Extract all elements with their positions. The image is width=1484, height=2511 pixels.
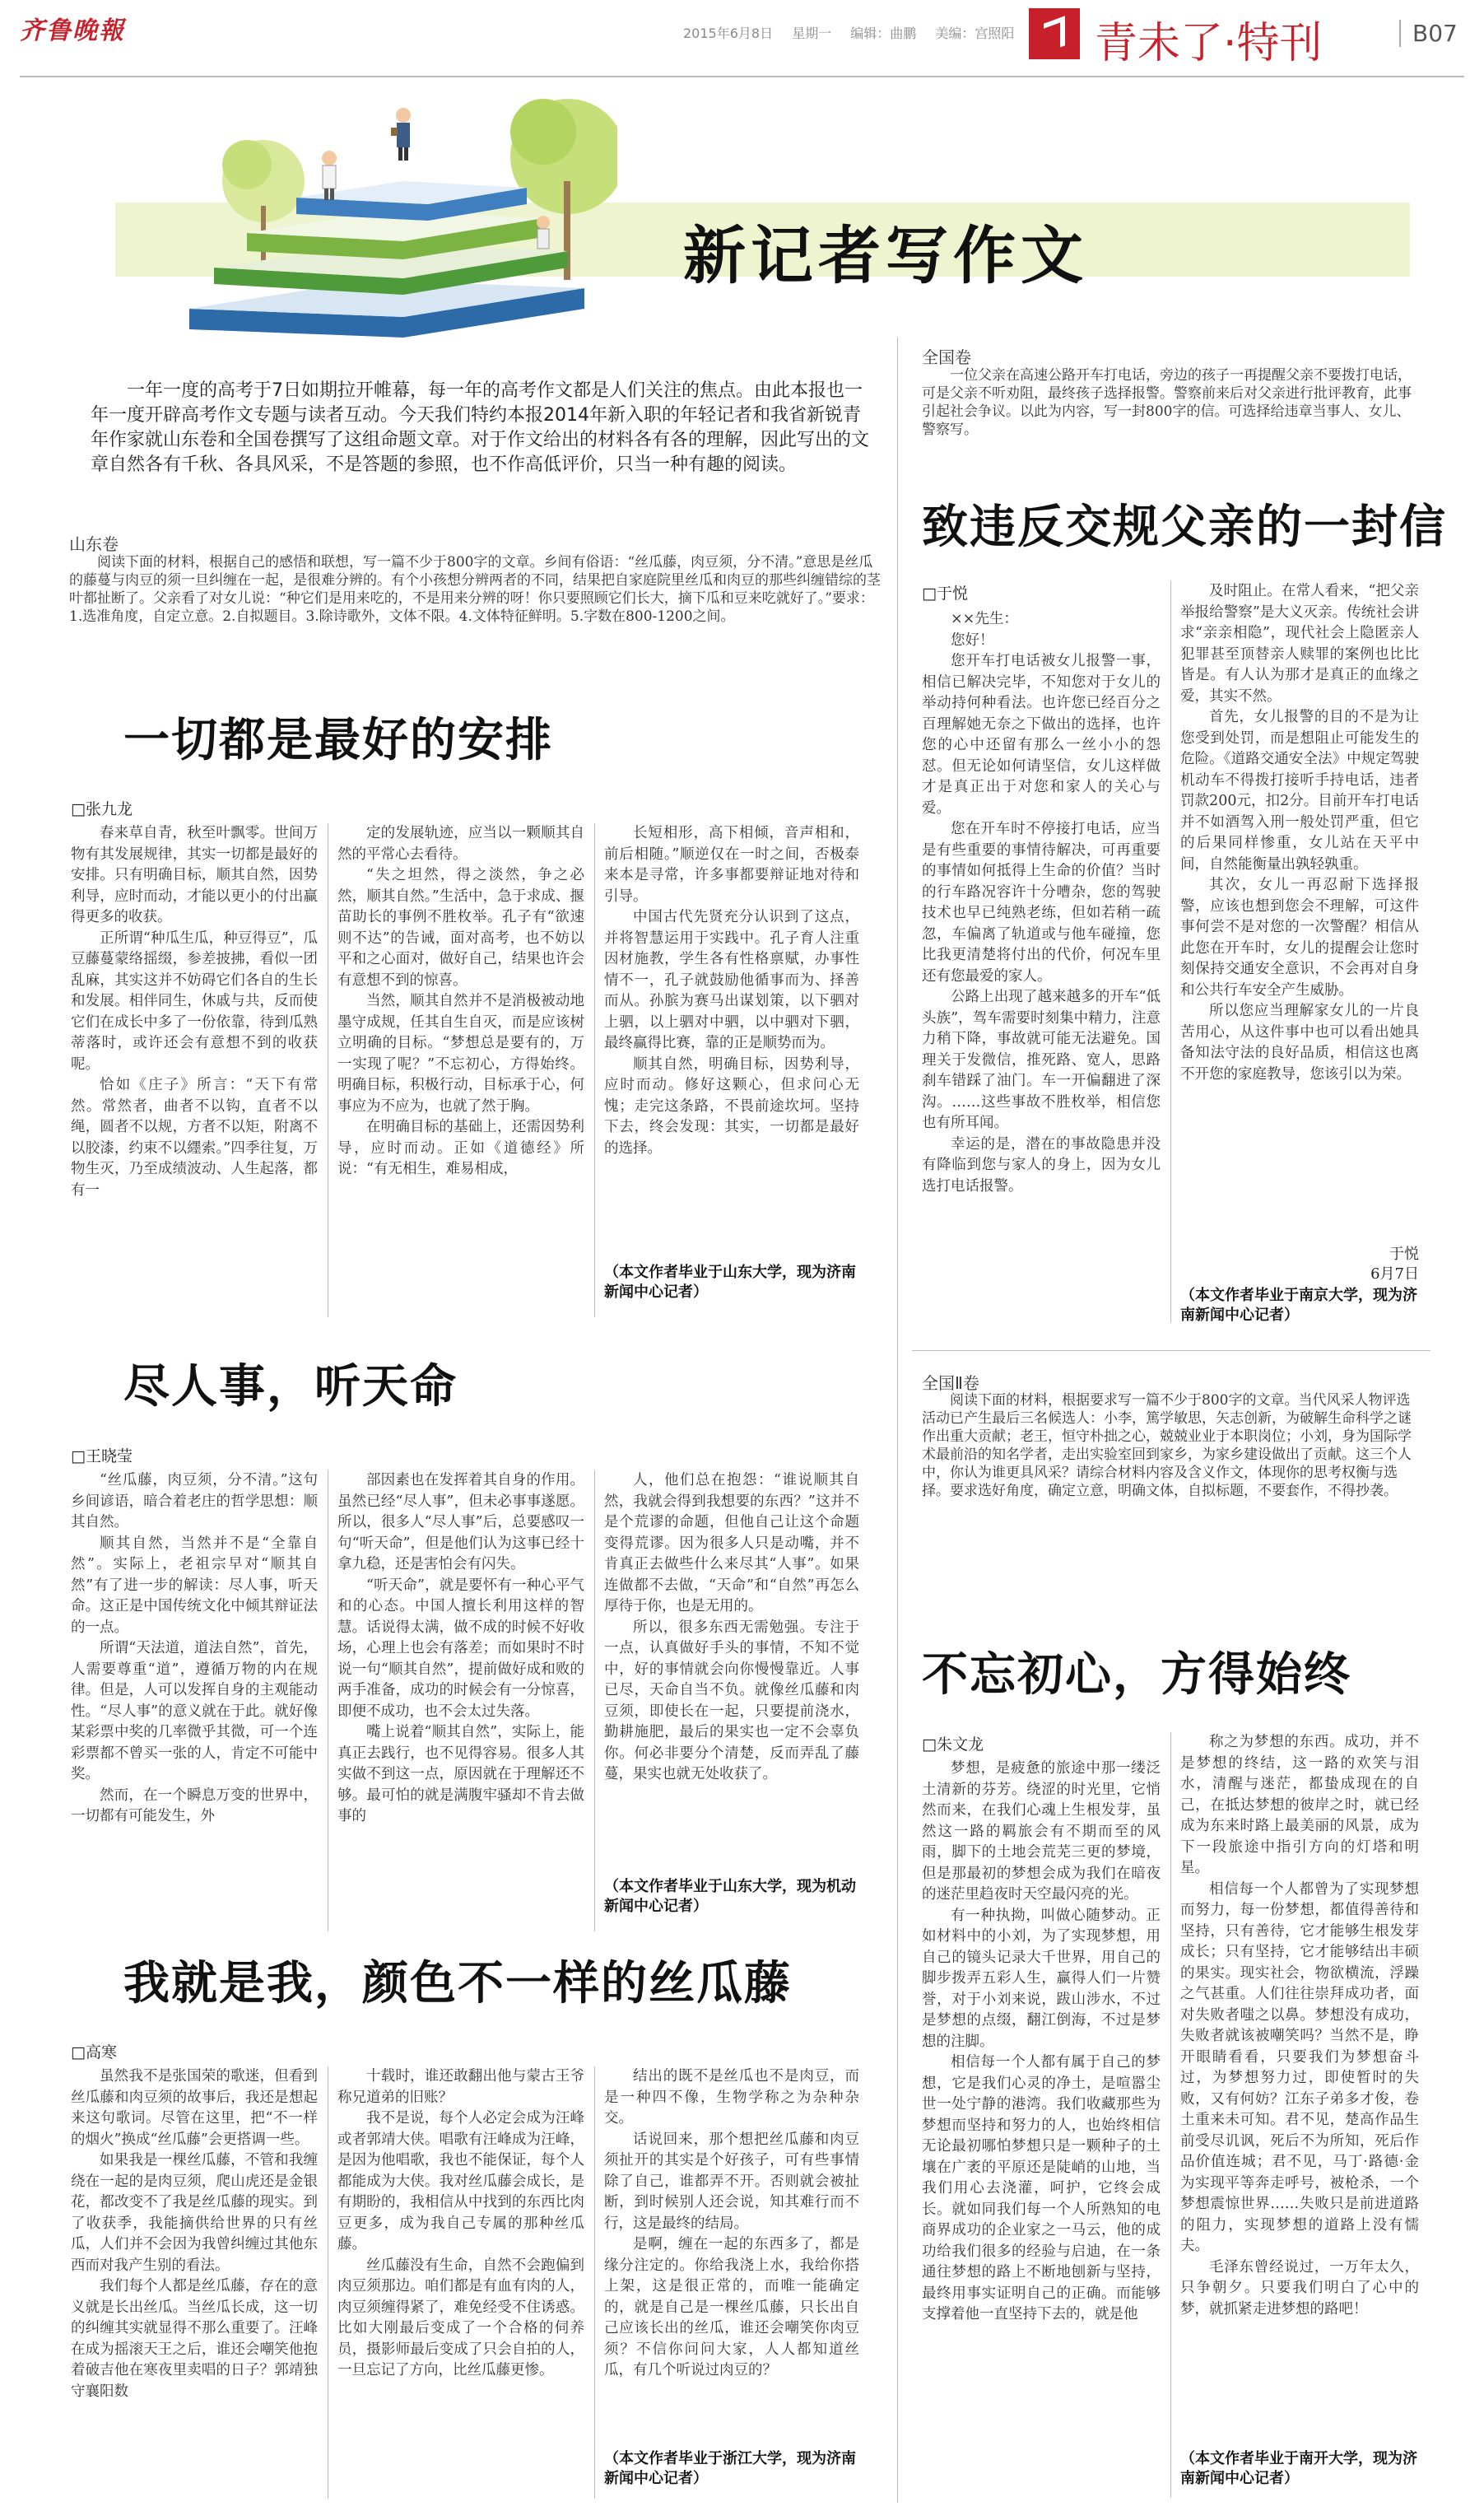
article-4-author: □于悦 — [922, 585, 968, 603]
article-5-author: □朱文龙 — [922, 1735, 984, 1754]
article-1-col-3 — [604, 823, 859, 1260]
banner-title: 新记者写作文 — [683, 219, 1088, 292]
paragraph: 中国古代先贤充分认识到了这点，并将智慧运用于实践中。孔子育人注重因材施教，学生各有性格禀赋，办事性情不一，孔子就鼓励他循事而为、择善而从。孙膑为赛马出谋划策，以下驷对上驷，以上驷对中驷，以中驷对下驷，最终赢得比赛，靠的正是顺势而为。 — [604, 909, 859, 1051]
column-divider — [594, 823, 595, 1317]
person-icon — [396, 108, 411, 123]
column-divider — [594, 2066, 595, 2499]
article-4-author-note: （本文作者毕业于南京大学，现为济南新闻中心记者） — [1180, 1287, 1417, 1324]
section-title-main: 青未了 — [1095, 19, 1224, 68]
section-title — [1095, 8, 1323, 70]
article-3-col-3 — [604, 2066, 859, 2441]
intro-paragraph: 一年一度的高考于7日如期拉开帷幕，每一年的高考作文都是人们关注的焦点。由此本报也一年一度开辟高考作文专题与读者互动。今天我们特约本报2014年新入职的年轻记者和我省新锐青年作家就山东卷和全国卷撰写了这组命题文章。对于作文给出的材料各有各的理解，因此写出的文章自然各有千秋、各具风采，不是答题的参照，也不作高低评价，只当一种有趣的阅读。 — [91, 380, 870, 475]
paragraph: 及时阻止。在常人看来，“把父亲举报给警察”是大义灭亲。传统社会讲求“亲亲相隐”，现代社会上隐匿亲人犯罪甚至顶替亲人赎罪的案例也比比皆是。有人认为那才是真正的血缘之爱，其实不然。 — [1180, 583, 1419, 705]
paragraph: 有一种执拗，叫做心随梦动。正如材料中的小刘，为了实现梦想，用自己的镜头记录大千世界，用自己的脚步拨弄五彩人生，赢得人们一片赞誉，对于小刘来说，跋山涉水，不过是梦想的点缀，翻江倒海，不过是梦想的注脚。 — [922, 1907, 1161, 2050]
paragraph: 丝瓜藤没有生命，自然不会跑偏到肉豆须那边。咱们都是有血有肉的人，肉豆须缠得紧了，难免经受不住诱惑。比如大刚最后变成了一个合格的伺养员，摄影师最后变成了只会自拍的人，一旦忘记了方向，比丝瓜藤更惨。 — [337, 2257, 584, 2378]
paragraph: 相信每一个人都曾为了实现梦想而努力，每一份梦想，都值得善待和坚持，只有善待，它才能够生根发芽成长；只有坚持，它才能够结出丰硕的果实。现实社会，物欲横流，浮躁之气甚重。人们往往崇拜成功者，面对失败者嗤之以鼻。梦想没有成功，失败者就该被嘲笑吗？当然不是，睁开眼睛看看，只要我们为梦想奋斗过，为梦想努力过，即使暂时的失败，又有何妨？江东子弟多才俊，卷土重来未可知。君不见，楚高作品生前受尽讥讽，死后不为所知，死后作品价值连城；君不见，马丁·路德·金为实现平等奔走呼号，被枪杀，一个梦想震惊世界……失败只是前进道路的阻力，实现梦想的道路上没有懦夫。 — [1180, 1880, 1419, 2254]
paragraph: 称之为梦想的东西。成功，并不是梦想的终结，这一路的欢笑与泪水，清醒与迷茫，都蛰成现在的自己，在抵达梦想的彼岸之时，就已经成为东来时路上最美丽的风景，成为下一段旅途中指引方向的灯塔和明星。 — [1180, 1734, 1419, 1876]
article-4-title: 致违反交规父亲的一封信 — [922, 501, 1447, 554]
paragraph: 我不是说，每个人必定会成为汪峰或者郭靖大侠。唱歌有汪峰成为汪峰，是因为他唱歌，我也不能保证，每个人都能成为大侠。我对丝瓜藤会成长，是有期盼的，我相信从中找到的东西比肉豆更多，成为我自己专属的那种丝瓜藤。 — [337, 2110, 584, 2252]
article-2-author-note: （本文作者毕业于山东大学，现为机动新闻中心记者） — [604, 1878, 856, 1915]
letter-signoff — [1180, 1245, 1419, 1284]
article-2-col-1 — [71, 1470, 318, 1931]
paragraph: 嘴上说着“顺其自然”，实际上，能真正去践行，也不见得容易。很多人其实做不到这一点，原因就在于理解还不够。最可怕的就是满腹牢骚却不肯去做事的 — [337, 1724, 584, 1824]
paragraph: 当然，顺其自然并不是消极被动地墨守成规，任其自生自灭，而是应该树立明确的目标。“梦想总是要有的，万一实现了呢？”不忘初心，方得始终。明确目标，积极行动，目标承于心，何事应为不应为，也就了然于胸。 — [337, 993, 584, 1115]
paragraph: 梦想，是疲惫的旅途中那一缕泛土清新的芬芳。绕涩的时光里，它悄然而来，在我们心魂上生根发芽，虽然这一路的羁旅会有不期而至的风雨，脚下的土地会荒芜三更的梦境，但是那最初的梦想会成为我们在暗夜的迷茫里趋夜时天空最闪亮的光。 — [922, 1760, 1161, 1903]
article-1-author: □张九龙 — [71, 800, 133, 818]
person-icon — [322, 151, 337, 165]
shandong-prompt: 阅读下面的材料，根据自己的感悟和联想，写一篇不少于800字的文章。乡间有俗语：“丝瓜藤，肉豆须，分不清。”意思是丝瓜的藤蔓与肉豆的须一旦纠缠在一起，是很难分辨的。有个小孩想分辨两者的不同，结果把自家庭院里丝瓜和肉豆的那些纠缠错综的茎叶都扯断了。父亲看了对女儿说：“种它们是用来吃的，不是用来分辨的呀！你只要照顾它们长大，摘下瓜和豆来吃就好了。”要求：1.选准角度，自定立意。2.自拟题目。3.除诗歌外，文体不限。4.文体特征鲜明。5.字数在800-1200之间。 — [69, 554, 881, 625]
paragraph: 部因素也在发挥着其自身的作用。虽然已经“尽人事”，但未必事事遂愿。所以，很多人“尽人事”后，总要感叹一句“听天命”，但是他们认为这事已经十拿九稳，还是害怕会有闪失。 — [337, 1472, 584, 1572]
article-2-col-3 — [604, 1470, 859, 1874]
article-3-author: □高寒 — [71, 2043, 117, 2061]
paragraph: 结出的既不是丝瓜也不是肉豆，而是一种四不像，生物学称之为杂种杂交。 — [604, 2068, 859, 2127]
paragraph: 其次，女儿一再忍耐下选择报警，应该也想到您会不理解，可这件事何尝不是对您的一次警醒？相信从此您在开车时，女儿的提醒会让您时刻保持交通安全意识，不会再对自身和公共行车安全产生威胁。 — [1180, 877, 1419, 999]
paragraph: 所谓“天法道，道法自然”，首先，人需要尊重“道”，遵循万物的内在规律。但是，人可以发挥自身的主观能动性。“尽人事”的意义就在于此。就好像某彩票中奖的几率微乎其微，可一个连彩票都不曾买一张的人，肯定不可能中奖。 — [71, 1640, 318, 1782]
paragraph: 十载时，谁还敢翻出他与蒙古王爷称兄道弟的旧账？ — [337, 2068, 584, 2106]
national-b-label: 全国Ⅱ卷 — [922, 1373, 979, 1393]
article-1-title: 一切都是最好的安排 — [123, 714, 553, 767]
paragraph: 首先，女儿报警的目的不是为让您受到处罚，而是想阻止可能发生的危险。《道路交通安全法》中规定驾驶机动车不得拨打接听手持电话，违者罚款200元，扣2分。目前开车打电话并不如酒驾入刑一般处罚严重，但它的后果同样惨重，女儿站在天平中间，自然能衡量出孰轻孰重。 — [1180, 709, 1419, 873]
article-2-title: 尽人事，听天命 — [123, 1360, 458, 1414]
national-a-label: 全国卷 — [922, 347, 971, 367]
paragraph: 虽然我不是张国荣的歌迷，但看到丝瓜藤和肉豆须的故事后，我还是想起来这句歌词。尽管在这里，把“不一样的烟火”换成“丝瓜藤”会更搭调一些。 — [71, 2068, 318, 2148]
paragraph: 人，他们总在抱怨：“谁说顺其自然，我就会得到我想要的东西？”这并不是个荒谬的命题，但他自己让这个命题变得荒谬。因为很多人只是动嘴，并不肯真正去做些什么来尽其“人事”。如果连做都不去做，“天命”和“自然”再怎么厚待于你，也是无用的。 — [604, 1472, 859, 1614]
paragraph: 毛泽东曾经说过，一万年太久，只争朝夕。只要我们明白了心中的梦，就抓紧走进梦想的路吧！ — [1180, 2258, 1419, 2318]
paragraph: 正所谓“种瓜生瓜，种豆得豆”，瓜豆藤蔓蒙络摇缀，参差披拂，看似一团乱麻，其实这并不妨碍它们各自的生长和发展。相伴同生，休戚与共，反而使它们在成长中多了一份依靠，待到瓜熟蒂落时，或许还会有意想不到的收获呢。 — [71, 929, 318, 1073]
header-divider — [20, 76, 1464, 77]
article-1-author-note: （本文作者毕业于山东大学，现为济南新闻中心记者） — [604, 1264, 856, 1301]
section-title-sub: ·特刊 — [1223, 19, 1323, 68]
paragraph: 您好！ — [951, 631, 994, 649]
issue-date: 2015年6月8日 — [683, 26, 774, 41]
paragraph: 所以，很多东西无需勉强。专注于一点，认真做好手头的事情，不知不觉中，好的事情就会向你慢慢靠近。人事已尽，天命自当不负。就像丝瓜藤和肉豆须，即使长在一起，只要提前浇水，勤耕施肥，最后的果实也一定不会辜负你。何必非要分个清楚，反而弄乱了藤蔓，果实也就无处收获了。 — [604, 1619, 859, 1782]
section-logo-icon — [1029, 8, 1080, 59]
paragraph: ××先生： — [951, 611, 1018, 627]
article-2-author: □王晓莹 — [71, 1447, 133, 1465]
national-a-prompt: 一位父亲在高速公路开车打电话，旁边的孩子一再提醒父亲不要拨打电话，可是父亲不听劝阻，最终孩子选择报警。警察前来后对父亲进行批评教育，此事引起社会争议。以此为内容，写一封800字的信。可选择给违章当事人、女儿、警察写。 — [922, 367, 1412, 438]
paragraph: 您开车打电话被女儿报警一事，相信已解决完毕，不知您对于女儿的举动持何种看法。也许您已经百分之百理解她无奈之下做出的选择，也许您的心中还留有那么一丝小小的怨怼。但无论如何请坚信，女儿这样做才是真正出于对您和家人的关心与爱。 — [922, 653, 1161, 817]
article-3-col-2 — [337, 2066, 584, 2499]
editor-credit: 编辑：曲鹏 — [850, 26, 917, 41]
paragraph: “听天命”，就是要怀有一种心平气和的心态。中国人擅长利用这样的智慧。话说得太满，做不成的时候不好收场，心理上也会有落差；而如果时不时说一句“顺其自然”，提前做好成和败的两手准备，成功的时候会有一分惊喜，即便不成功，也不会太过失落。 — [337, 1577, 584, 1720]
designer-credit: 美编：宫照阳 — [935, 26, 1015, 41]
article-1-col-2 — [337, 823, 584, 1317]
article-3-col-1 — [71, 2066, 318, 2499]
article-5-col-1 — [922, 1759, 1161, 2499]
paragraph: 幸运的是，潜在的事故隐患并没有降临到您与家人的身上，因为女儿选打电话报警。 — [922, 1135, 1161, 1195]
letter-signature: 于悦 — [1389, 1246, 1419, 1263]
article-1-col-1 — [71, 823, 318, 1317]
paragraph: 春来草自青，秋至叶飘零。世间万物有其发展规律，其实一切都是最好的安排。只有明确目标，顺其自然，因势利导，应时而动，才能以更小的付出赢得更多的收获。 — [71, 825, 318, 925]
paragraph: 长短相形，高下相倾，音声相和，前后相随。”顺逆仅在一时之间，否极泰来本是寻常，许多事都要辩证地对待和引导。 — [604, 825, 859, 905]
paragraph: 是啊，缠在一起的东西多了，都是缘分注定的。你给我浇上水，我给你搭上架，这是很正常的，而唯一能确定的，就是自己是一棵丝瓜藤，只长出自己应该长出的丝瓜，谁还会嘲笑你肉豆须？不信你问问大家，人人都知道丝瓜，有几个听说过肉豆的？ — [604, 2236, 859, 2378]
paragraph: 顺其自然，明确目标，因势利导，应时而动。修好这颗心，但求问心无愧；走完这条路，不畏前途坎坷。坚持下去，终会发现：其实，一切都是最好的选择。 — [604, 1055, 859, 1157]
column-divider — [1170, 581, 1171, 1322]
paragraph: 您在开车时不停接打电话，应当是有些重要的事情待解决，可再重要的事情如何抵得上生命的价值？当时的行车路况容许十分嘈杂，您的驾驶技术也早已纯熟老练，但如若稍一疏忽，车偏离了轨道或与他车碰撞，您比我更清楚将付出的代价，何况车里还有您最爱的家人。 — [922, 821, 1161, 985]
section-divider — [912, 1350, 1431, 1351]
masthead-logo: 齐鲁晚報 — [20, 16, 125, 45]
header-meta — [683, 23, 1029, 42]
paragraph: 公路上出现了越来越多的开车“低头族”，驾车需要时刻集中精力，注意力稍下降，事故就可能无法避免。国理关于发微信，推死路、宽人，思路刹车错踩了油门。车一开偏翻进了深沟。……这些事故不胜枚举，相信您也有所耳闻。 — [922, 989, 1161, 1131]
paragraph: “失之坦然，得之淡然，争之必然，顺其自然。”生活中，急于求成、揠苗助长的事例不胜枚举。孔子有“欲速则不达”的告诫，面对高考，也不妨以平和之心面对，做好自己，结果也许会有意想不到的惊喜。 — [337, 867, 584, 989]
article-3-author-note: （本文作者毕业于浙江大学，现为济南新闻中心记者） — [604, 2450, 856, 2487]
article-2-col-2 — [337, 1470, 584, 1931]
books-illustration — [156, 82, 617, 346]
article-4-col-1 — [922, 609, 1161, 1325]
article-5-col-2 — [1180, 1732, 1419, 2440]
paragraph: “丝瓜藤，肉豆须，分不清。”这句乡间谚语，暗合着老庄的哲学思想：顺其自然。 — [71, 1472, 318, 1530]
person-icon — [537, 216, 550, 229]
shandong-label: 山东卷 — [69, 534, 119, 554]
article-4-col-2 — [1180, 581, 1419, 1244]
national-b-prompt: 阅读下面的材料，根据要求写一篇不少于800字的文章。当代风采人物评选活动已产生最后三名候选人：小李，篤学敏思，矢志创新，为破解生命科学之谜作出重大贡献；老王，恒守朴拙之心，兢兢业业于本职岗位；小刘，身为国际学术最前沿的知名学者，走出实验室回到家乡，为家乡建设做出了贡献。这三个人中，你认为谁更具风采？请综合材料内容及含义作文，体现你的思考权衡与选择。要求选好角度，确定立意，明确文体，自拟标题，不要套作，不得抄袭。 — [922, 1392, 1412, 1499]
article-3-title: 我就是我，颜色不一样的丝瓜藤 — [123, 1957, 792, 2010]
paragraph: 在明确目标的基础上，还需因势利导，应时而动。正如《道德经》所说：“有无相生，难易相成， — [337, 1119, 584, 1177]
letter-date: 6月7日 — [1370, 1265, 1419, 1283]
paragraph: 我们每个人都是丝瓜藤，存在的意义就是长出丝瓜。当丝瓜长成，这一切的纠缠其实就显得不那么重要了。汪峰在成为摇滚天王之后，谁还会嘲笑他抱着破吉他在寒夜里卖唱的日子？郭靖独守襄阳数 — [71, 2278, 318, 2400]
paragraph: 相信每一个人都有属于自己的梦想，它是我们心灵的净土，是喧嚣尘世一处宁静的港湾。我们收藏那些为梦想而坚持和努力的人，也始终相信无论最初哪怕梦想只是一颗种子的土壤在广袤的平原还是陡峭的山地，当我们用心去浇灌，呵护，它终会成长。就如同我们每一个人所熟知的电商界成功的企业家之一马云，他的成功给我们很多的经验与启迪，在一条通往梦想的路上不断地刨新与坚持，最终用事实证明自己的正确。而能够支撑着他一直坚持下去的，就是他 — [922, 2054, 1161, 2322]
main-column-divider — [897, 338, 898, 2503]
column-divider — [1170, 1732, 1171, 2498]
paragraph: 所以您应当理解家女儿的一片良苦用心，从这件事中也可以看出她具备知法守法的良好品质，相信这也离不开您的家庭教导，您该引以为荣。 — [1180, 1003, 1419, 1083]
paragraph: 定的发展轨迹，应当以一颗顺其自然的平常心去看待。 — [337, 825, 584, 863]
column-divider — [594, 1470, 595, 1931]
paragraph: 顺其自然，当然并不是“全靠自然”。实际上，老祖宗早对“顺其自然”有了进一步的解读：尽人事，听天命。这正是中国传统文化中倾其辩证法的一点。 — [71, 1535, 318, 1636]
tree-icon — [510, 99, 576, 165]
paragraph: 恰如《庄子》所言：“天下有常然。常然者，曲者不以钩，直者不以绳，圆者不以规，方者不以矩，附离不以胶漆，约束不以纆索。”四季往复，万物生灭，乃至成绩波动、人生起落，都有一 — [71, 1077, 318, 1199]
paragraph: 然而，在一个瞬息万变的世界中，一切都有可能发生，外 — [71, 1787, 318, 1824]
article-5-author-note: （本文作者毕业于南开大学，现为济南新闻中心记者） — [1180, 2450, 1417, 2487]
article-5-title: 不忘初心，方得始终 — [922, 1648, 1351, 1702]
paragraph: 如果我是一棵丝瓜藤，不管和我缠绕在一起的是肉豆须，爬山虎还是金银花，都改变不了我是丝瓜藤的现实。到了收获季，我能摘供给世界的只有丝瓜，人们并不会因为我曾纠缠过其他东西而对我产生别的看法。 — [71, 2152, 318, 2274]
page-number: B07 — [1399, 20, 1458, 47]
issue-weekday: 星期一 — [792, 26, 832, 41]
paragraph: 话说回来，那个想把丝瓜藤和肉豆须扯开的其实是个好孩子，可有些事情除了自己，谁都弄不开。否则就会被扯断，到时候别人还会说，知其难行而不行，这是最终的结局。 — [604, 2131, 859, 2232]
